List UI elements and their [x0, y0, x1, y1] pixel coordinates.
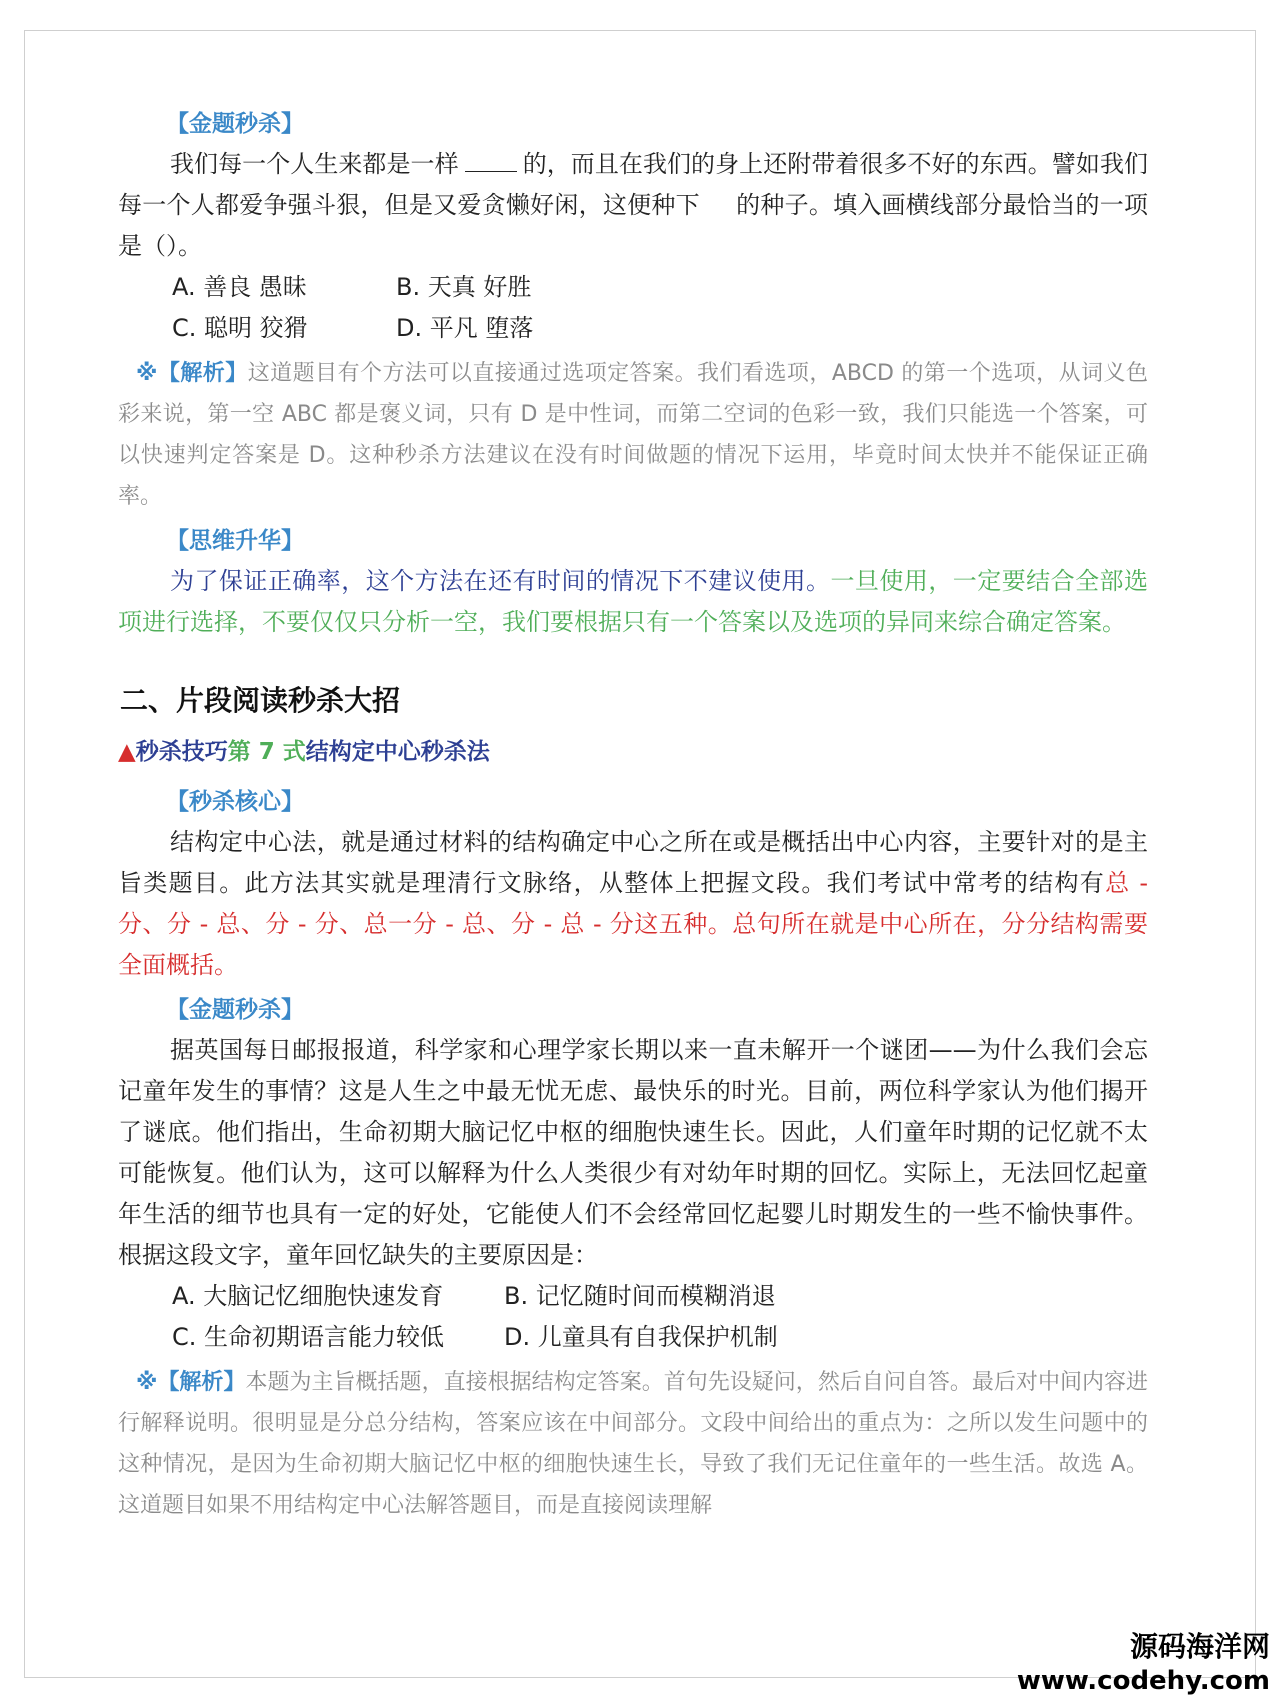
- sublimation-green-text: 一旦使用，一定要结合全部选项进行选择，不要仅仅只分析一空，我们要根据只有一个答案以及选项的异同来综合确定答案。: [118, 567, 1149, 636]
- technique-part2: 第 7 式: [227, 739, 306, 765]
- question-paragraph-2: 据英国每日邮报报道，科学家和心理学家长期以来一直未解开一个谜团——为什么我们会忘记童年发生的事情？这是人生之中最无忧无虑、最快乐的时光。目前，两位科学家认为他们揭开了谜底。他们指出，生命初期大脑记忆中枢的细胞快速生长。因此，人们童年时期的记忆就不太可能恢复。他们认为，这可以解释为什么人类很少有对幼年时期的回忆。实际上，无法回忆起童年生活的细节也具有一定的好处，它能使人们不会经常回忆起婴儿时期发生的一些不愉快事件。根据这段文字，童年回忆缺失的主要原因是：: [118, 1036, 1148, 1269]
- gold-question-label-2: 【金题秒杀】: [166, 997, 304, 1023]
- analysis-label: ※【解析】: [136, 361, 248, 386]
- analysis-paragraph-2: [118, 1362, 1148, 1526]
- gold-question-label: 【金题秒杀】: [166, 111, 304, 137]
- analysis-paragraph: [118, 353, 1148, 517]
- question-paragraph: [118, 144, 1148, 267]
- options-list: [172, 267, 1148, 349]
- fill-blank: [465, 149, 517, 172]
- core-paragraph: [118, 822, 1148, 986]
- analysis-label-2: ※【解析】: [136, 1370, 246, 1395]
- question-text-3: 的种子。填入画横线部分最恰当的一项是（）。: [118, 191, 1149, 260]
- technique-part3: 结构定中心秒杀法: [305, 739, 490, 765]
- core-label: 【秒杀核心】: [166, 789, 304, 815]
- core-red-text: 总 - 分、分 - 总、分 - 分、总一分 - 总、分 - 总 - 分这五种。总句所在就是中心所在，分分结构需要全面概括。: [118, 869, 1149, 979]
- watermark-name: 源码海洋网: [1129, 1630, 1270, 1663]
- option-a-2: A. 大脑记忆细胞快速发育: [172, 1282, 444, 1310]
- option-a: A. 善良 愚昧: [172, 273, 307, 301]
- technique-heading: [118, 733, 1148, 766]
- section-title: 二、片段阅读秒杀大招: [120, 684, 401, 717]
- sublimation-navy-text: 为了保证正确率，这个方法在还有时间的情况下不建议使用。: [170, 567, 831, 595]
- option-d-2: D. 儿童具有自我保护机制: [504, 1323, 778, 1351]
- option-c-2: C. 生命初期语言能力较低: [172, 1323, 445, 1351]
- question-text-1: 我们每一个人生来都是一样: [170, 150, 459, 178]
- triangle-icon: ▲: [118, 739, 136, 765]
- watermark-url: www.codehy.com: [1016, 1666, 1270, 1696]
- analysis-text-2: 本题为主旨概括题，直接根据结构定答案。首句先设疑问，然后自问自答。最后对中间内容进行解释说明。很明显是分总分结构，答案应该在中间部分。文段中间给出的重点为：之所以发生问题中的这种情况，是因为生命初期大脑记忆中枢的细胞快速生长，导致了我们无记住童年的一些生活。故选 A。这道题目如果不用结构定中心法解答题目，而是直接阅读理解: [118, 1370, 1148, 1518]
- options-list-2: [172, 1276, 1148, 1358]
- analysis-text: 这道题目有个方法可以直接通过选项定答案。我们看选项，ABCD 的第一个选项，从词义色彩来说，第一空 ABC 都是褒义词，只有 D 是中性词，而第二空词的色彩一致，我们只能选一个答案，可以快速判定答案是 D。这种秒杀方法建议在没有时间做题的情况下运用，毕竟时间太快并不能保证正确率。: [118, 361, 1148, 509]
- option-b: B. 天真 好胜: [396, 273, 532, 301]
- core-black-text: 结构定中心法，就是通过材料的结构确定中心之所在或是概括出中心内容，主要针对的是主旨类题目。此方法其实就是理清行文脉络，从整体上把握文段。我们考试中常考的结构有: [118, 828, 1148, 897]
- sublimation-paragraph: [118, 561, 1148, 643]
- option-c: C. 聪明 狡猾: [172, 314, 308, 342]
- option-d: D. 平凡 堕落: [396, 314, 534, 342]
- sublimation-label: 【思维升华】: [166, 528, 304, 554]
- technique-part1: 秒杀技巧: [135, 739, 228, 765]
- watermark: [1017, 1630, 1270, 1698]
- document-page: [118, 104, 1148, 1526]
- question-text-2: 的，而且在我们的身上还附带着很多不好的东西。譬如我们每一个人都爱争强斗狠，但是又爱贪懒好闲，这便种下: [118, 150, 1149, 219]
- option-b-2: B. 记忆随时间而模糊消退: [504, 1282, 776, 1310]
